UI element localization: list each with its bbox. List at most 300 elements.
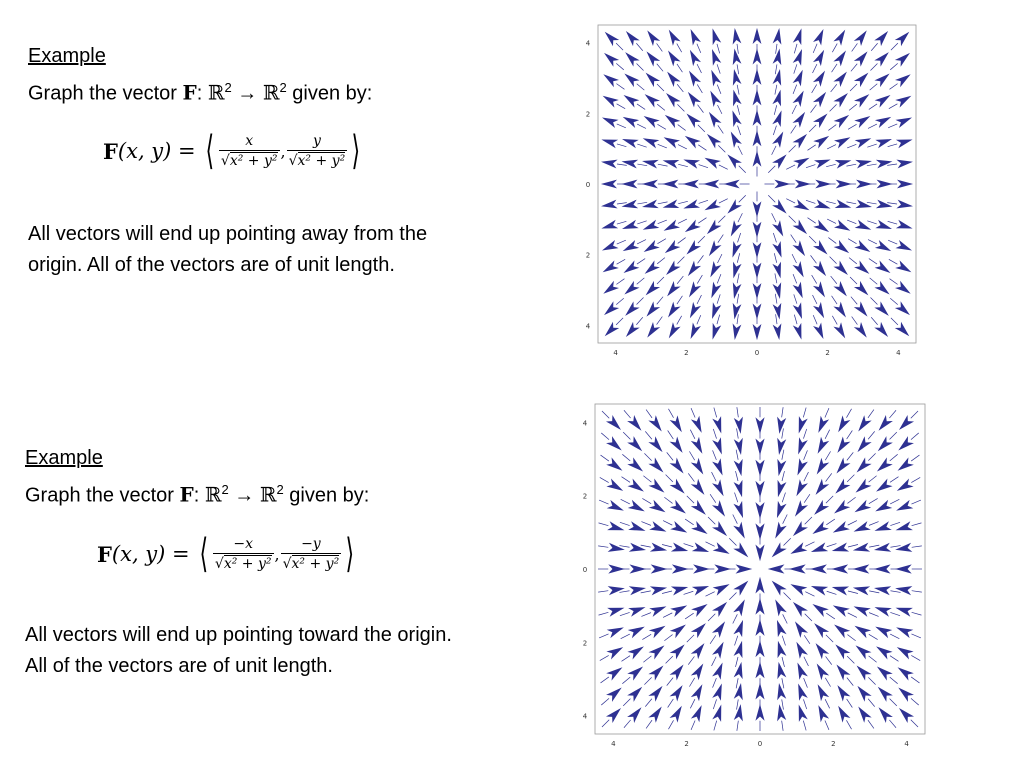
vector-arrowhead <box>857 686 871 702</box>
vector-arrowhead <box>831 564 848 573</box>
vector-shaft <box>808 218 816 223</box>
vector-shaft <box>911 677 919 683</box>
vector-shaft <box>657 104 665 110</box>
vector-shaft <box>667 678 673 686</box>
vector-arrowhead <box>712 437 722 454</box>
vector-shaft <box>849 104 857 110</box>
vector-shaft <box>617 259 626 264</box>
denominator-y: √ x² + y² <box>281 553 342 572</box>
vector-shaft <box>847 220 856 224</box>
vector-shaft <box>717 44 720 53</box>
vector-field-plot-outward <box>578 20 923 365</box>
x-tick-label: 4 <box>611 740 616 748</box>
vector-shaft <box>658 164 668 166</box>
vector-arrowhead <box>836 665 850 681</box>
vector-arrowhead <box>713 584 730 596</box>
vector-shaft <box>601 455 609 461</box>
vector-arrowhead <box>856 479 872 493</box>
x-tick-label: 2 <box>831 740 836 748</box>
vector-shaft <box>737 253 739 263</box>
vector-arrowhead <box>624 260 640 273</box>
vector-shaft <box>719 165 728 169</box>
vector-arrowhead <box>669 30 681 46</box>
vector-arrowhead <box>875 117 891 128</box>
vector-shaft <box>868 431 875 439</box>
vector-arrowhead <box>810 564 827 573</box>
vector-arrowhead <box>817 458 830 475</box>
vector-shaft <box>713 450 717 460</box>
vector-arrowhead <box>768 564 785 573</box>
map-arrow: → <box>237 82 258 105</box>
vector-shaft <box>888 240 897 244</box>
vector-shaft <box>699 165 708 168</box>
left-angle: ⟨ <box>199 531 209 577</box>
vector-arrowhead <box>683 199 700 208</box>
vector-arrowhead <box>797 663 807 680</box>
vector-shaft <box>868 453 875 460</box>
formula-args: (x, y) = <box>117 139 203 163</box>
vector-shaft <box>643 476 651 482</box>
vector-shaft <box>849 258 857 264</box>
vector-shaft <box>718 235 723 243</box>
vector-shaft <box>737 85 739 95</box>
vector-arrowhead <box>712 642 724 659</box>
vector-shaft <box>698 236 705 243</box>
vector-shaft <box>738 126 741 135</box>
vector-arrowhead <box>897 479 914 491</box>
vector-arrowhead <box>813 29 823 46</box>
vector-shaft <box>657 277 664 284</box>
vector-arrowhead <box>777 459 786 476</box>
vector-shaft <box>846 164 856 166</box>
vector-shaft <box>717 64 720 73</box>
y-tick-label: 4 <box>585 322 591 331</box>
vector-shaft <box>869 104 877 109</box>
vector-shaft <box>623 699 630 706</box>
vector-arrowhead <box>668 302 681 318</box>
vector-shaft <box>848 521 857 526</box>
vector-shaft <box>775 273 777 283</box>
vector-shaft <box>737 721 738 731</box>
vector-arrowhead <box>642 180 658 189</box>
vector-shaft <box>598 546 608 547</box>
vector-shaft <box>794 294 797 303</box>
vector-arrowhead <box>691 643 705 659</box>
vector-shaft <box>714 408 717 418</box>
vector-shaft <box>697 315 701 324</box>
vector-arrowhead <box>629 543 646 552</box>
vector-shaft <box>870 64 877 71</box>
vector-shaft <box>891 43 898 50</box>
vector-shaft <box>637 84 645 90</box>
formula: F (x, y) = ⟨ x √ x² + y² , y √ x² + y² ⟩ <box>103 128 361 174</box>
domain-space: ℝ <box>204 482 222 507</box>
vector-arrowhead <box>895 53 910 67</box>
vector-shaft <box>666 475 673 482</box>
vector-arrowhead <box>733 262 742 279</box>
vector-arrowhead <box>874 322 888 337</box>
vector-arrowhead <box>875 139 892 148</box>
vector-shaft <box>794 44 797 53</box>
vector-shaft <box>812 84 817 92</box>
vector-arrowhead <box>713 28 722 45</box>
vector-arrowhead <box>733 49 742 66</box>
vector-shaft <box>912 546 922 547</box>
vector-shaft <box>657 124 665 129</box>
vector-arrowhead <box>608 586 625 595</box>
vector-arrowhead <box>670 685 683 701</box>
vector-shaft <box>657 317 663 325</box>
vector-arrowhead <box>895 260 911 272</box>
vector-shaft <box>599 523 609 526</box>
vector-shaft <box>782 407 783 417</box>
vector-shaft <box>697 275 702 283</box>
vector-shaft <box>616 279 624 285</box>
vector-shaft <box>851 64 857 72</box>
vector-shaft <box>912 523 922 526</box>
vector-shaft <box>805 542 814 547</box>
vector-shaft <box>772 146 776 155</box>
vector-shaft <box>677 44 682 53</box>
vector-arrowhead <box>858 415 871 431</box>
vector-shaft <box>868 240 877 244</box>
vector-shaft <box>738 146 742 155</box>
vector-shaft <box>642 498 651 503</box>
vector-arrowhead <box>629 586 646 595</box>
vector-arrowhead <box>853 586 870 595</box>
vector-shaft <box>791 235 796 243</box>
vector-shaft <box>677 276 683 284</box>
vector-shaft <box>644 677 651 684</box>
vector-shaft <box>637 124 646 128</box>
vector-arrowhead <box>712 458 722 475</box>
vector-shaft <box>737 294 739 304</box>
vector-arrowhead <box>755 460 764 477</box>
vector-shaft <box>789 145 796 152</box>
vector-shaft <box>738 213 742 222</box>
x-tick-label: 4 <box>904 740 909 748</box>
vector-arrowhead <box>895 301 910 315</box>
vector-shaft <box>663 521 672 526</box>
vector-arrowhead <box>797 458 807 475</box>
vector-arrowhead <box>813 50 824 66</box>
intro-line <box>25 475 369 511</box>
vector-shaft <box>831 276 837 284</box>
vector-shaft <box>774 253 776 263</box>
vector-shaft <box>890 634 899 639</box>
vector-arrowhead <box>627 707 641 723</box>
vector-arrowhead <box>604 53 619 67</box>
vector-shaft <box>784 538 791 545</box>
vector-shaft <box>830 257 837 264</box>
vector-arrowhead <box>855 626 872 639</box>
vector-arrowhead <box>813 219 829 232</box>
vector-shaft <box>869 634 878 639</box>
vector-shaft <box>602 720 609 727</box>
vector-arrowhead <box>648 436 662 452</box>
vector-arrowhead <box>662 180 678 189</box>
vector-shaft <box>784 593 791 600</box>
vector-shaft <box>848 124 856 129</box>
vector-shaft <box>662 545 672 547</box>
vector-arrowhead <box>755 502 764 519</box>
vector-arrowhead <box>772 241 781 258</box>
vector-arrowhead <box>895 96 911 108</box>
vector-shaft <box>698 255 704 263</box>
vector-shaft <box>811 105 817 113</box>
vector-arrowhead <box>896 160 913 169</box>
vector-shaft <box>890 279 898 285</box>
vector-shaft <box>826 496 833 503</box>
vector-shaft <box>737 44 738 54</box>
vector-arrowhead <box>627 415 641 431</box>
vector-arrowhead <box>834 220 850 231</box>
vector-arrowhead <box>646 51 660 66</box>
vector-shaft <box>714 721 717 731</box>
vector-shaft <box>889 720 896 728</box>
vector-shaft <box>830 104 837 111</box>
vector-arrowhead <box>712 302 721 319</box>
vector-arrowhead <box>876 160 893 169</box>
vector-shaft <box>848 613 857 618</box>
vector-shaft <box>658 220 667 224</box>
vector-shaft <box>737 699 739 709</box>
vector-arrowhead <box>691 684 703 701</box>
vector-arrowhead <box>777 438 786 455</box>
vector-arrowhead <box>690 302 701 318</box>
vector-shaft <box>697 64 701 73</box>
vector-arrowhead <box>896 200 913 209</box>
vector-shaft <box>678 238 686 244</box>
vector-shaft <box>890 522 900 525</box>
vector-shaft <box>708 614 715 621</box>
vector-arrowhead <box>772 110 781 127</box>
vector-shaft <box>782 699 784 709</box>
vector-shaft <box>737 428 739 438</box>
vector-arrowhead <box>624 281 639 295</box>
vector-arrowhead <box>772 90 781 107</box>
vector-arrowhead <box>895 586 912 595</box>
intro-line <box>28 73 372 109</box>
right-angle: ⟩ <box>345 531 355 577</box>
vector-arrowhead <box>811 542 828 552</box>
vector-shaft <box>890 499 899 504</box>
vector-arrowhead <box>812 604 828 617</box>
vector-shaft <box>697 84 702 92</box>
vector-shaft <box>891 318 898 325</box>
vector-shaft <box>887 203 897 204</box>
vector-arrowhead <box>773 303 782 320</box>
vector-arrowhead <box>854 606 871 616</box>
vector-shaft <box>706 592 715 597</box>
vector-shaft <box>689 451 694 460</box>
vector-shaft <box>620 612 630 615</box>
radicand: x² + y² <box>223 556 272 572</box>
vector-arrowhead <box>712 500 725 516</box>
vector-arrowhead <box>834 115 850 128</box>
vector-shaft <box>637 259 645 264</box>
vector-arrowhead <box>897 647 914 659</box>
vector-shaft <box>717 274 721 283</box>
vector-shaft <box>735 493 738 503</box>
vector-arrowhead <box>644 240 660 252</box>
vector-arrowhead <box>650 586 667 595</box>
vector-shaft <box>739 166 746 173</box>
vector-arrowhead <box>691 521 707 534</box>
vector-shaft <box>803 699 806 709</box>
vector-shaft <box>911 634 920 638</box>
vector-shaft <box>776 44 777 54</box>
vector-shaft <box>601 698 609 705</box>
vector-shaft <box>736 471 738 481</box>
vector-shaft <box>848 545 858 547</box>
vector-shaft <box>869 259 877 264</box>
vector-arrowhead <box>818 416 829 433</box>
vector-shaft <box>832 64 837 72</box>
denominator-x: √ x² + y² <box>219 150 280 169</box>
vector-arrowhead <box>691 479 705 495</box>
vector-shaft <box>782 636 785 646</box>
y-tick-label: 4 <box>585 39 591 48</box>
intro-suffix: given by: <box>286 82 373 105</box>
colon: : <box>196 82 203 105</box>
vector-shaft <box>803 408 806 418</box>
vector-arrowhead <box>667 72 681 87</box>
vector-arrowhead <box>855 500 872 513</box>
vector-arrowhead <box>834 625 850 639</box>
vector-arrowhead <box>875 500 892 512</box>
vector-shaft <box>813 64 817 73</box>
vector-arrowhead <box>685 136 701 149</box>
vector-arrowhead <box>733 501 743 518</box>
vector-shaft <box>868 124 877 128</box>
vector-arrowhead <box>601 220 618 229</box>
vector-shaft <box>808 145 816 150</box>
vector-shaft <box>617 203 627 204</box>
vector-shaft <box>773 233 776 242</box>
vector-shaft <box>637 278 645 284</box>
vector-arrowhead <box>812 521 828 534</box>
vector-arrowhead <box>833 72 847 87</box>
x-tick-label: 2 <box>825 349 830 357</box>
vector-shaft <box>890 699 897 706</box>
vector-arrowhead <box>753 304 762 320</box>
vector-shaft <box>684 591 694 594</box>
vector-shaft <box>847 699 853 708</box>
vector-shaft <box>645 699 652 707</box>
vector-arrowhead <box>854 51 868 66</box>
vector-arrowhead <box>670 706 682 723</box>
y-tick-label: 2 <box>582 492 588 501</box>
vector-arrowhead <box>790 584 807 596</box>
vector-shaft <box>623 432 630 439</box>
vector-arrowhead <box>796 479 808 496</box>
vector-arrowhead <box>642 160 659 169</box>
vector-shaft <box>827 591 837 594</box>
vector-shaft <box>718 105 722 114</box>
vector-shaft <box>663 613 672 618</box>
vector-shaft <box>619 546 629 548</box>
vector-shaft <box>812 275 817 283</box>
vector-shaft <box>657 239 665 244</box>
vector-shaft <box>827 219 836 223</box>
numerator-y: −y <box>301 536 321 552</box>
vector-arrowhead <box>713 323 722 340</box>
vector-shaft <box>646 720 652 728</box>
vector-shaft <box>868 677 875 684</box>
vector-shaft <box>733 515 738 524</box>
vector-shaft <box>848 239 856 244</box>
vector-shaft <box>869 498 878 503</box>
y-tick-label: 2 <box>585 110 591 119</box>
vector-arrowhead <box>753 283 762 299</box>
vector-shaft <box>698 145 706 150</box>
vector-arrowhead <box>734 438 743 455</box>
vector-shaft <box>624 720 631 728</box>
vector-shaft <box>868 410 874 418</box>
vector-arrowhead <box>670 436 683 452</box>
vector-arrowhead <box>898 436 914 450</box>
vector-arrowhead <box>793 261 804 277</box>
vector-shaft <box>685 519 694 525</box>
vector-arrowhead <box>813 322 823 339</box>
vector-shaft <box>826 613 835 619</box>
vector-arrowhead <box>895 240 912 250</box>
vector-shaft <box>641 522 651 526</box>
vector-shaft <box>718 216 725 223</box>
vector-arrowhead <box>733 90 742 107</box>
vector-shaft <box>804 678 808 688</box>
vector-shaft <box>825 678 830 687</box>
vector-arrowhead <box>898 688 914 702</box>
vector-shaft <box>642 634 651 639</box>
vector-arrowhead <box>790 542 807 554</box>
vector-arrowhead <box>895 118 912 128</box>
vector-shaft <box>662 591 672 593</box>
vector-arrowhead <box>603 74 619 87</box>
vector-arrowhead <box>734 683 743 700</box>
vector-shaft <box>621 499 630 504</box>
vector-arrowhead <box>834 500 850 514</box>
vector-arrowhead <box>692 542 709 552</box>
vector-shaft <box>668 720 673 729</box>
vector-shaft <box>825 430 830 439</box>
vector-shaft <box>621 477 630 483</box>
vector-arrowhead <box>712 683 722 700</box>
vector-arrowhead <box>712 479 724 496</box>
vector-shaft <box>847 144 856 148</box>
vector-shaft <box>852 317 858 325</box>
vector-arrowhead <box>874 607 891 617</box>
vector-shaft <box>774 105 776 115</box>
vector-shaft <box>637 64 644 71</box>
vector-arrowhead <box>622 139 639 148</box>
vector-arrowhead <box>753 324 762 340</box>
vector-shaft <box>622 454 630 461</box>
x-tick-label: 2 <box>684 349 689 357</box>
vector-shaft <box>678 125 686 131</box>
formula-lhs: F <box>97 541 112 567</box>
vector-shaft <box>803 721 806 731</box>
vector-arrowhead <box>685 219 701 232</box>
vector-shaft <box>621 634 630 639</box>
vector-shaft <box>768 195 775 202</box>
vector-arrowhead <box>642 200 659 209</box>
vector-shaft <box>869 656 877 662</box>
vector-shaft <box>793 274 797 283</box>
vector-shaft <box>667 452 673 460</box>
vector-shaft <box>678 201 688 203</box>
